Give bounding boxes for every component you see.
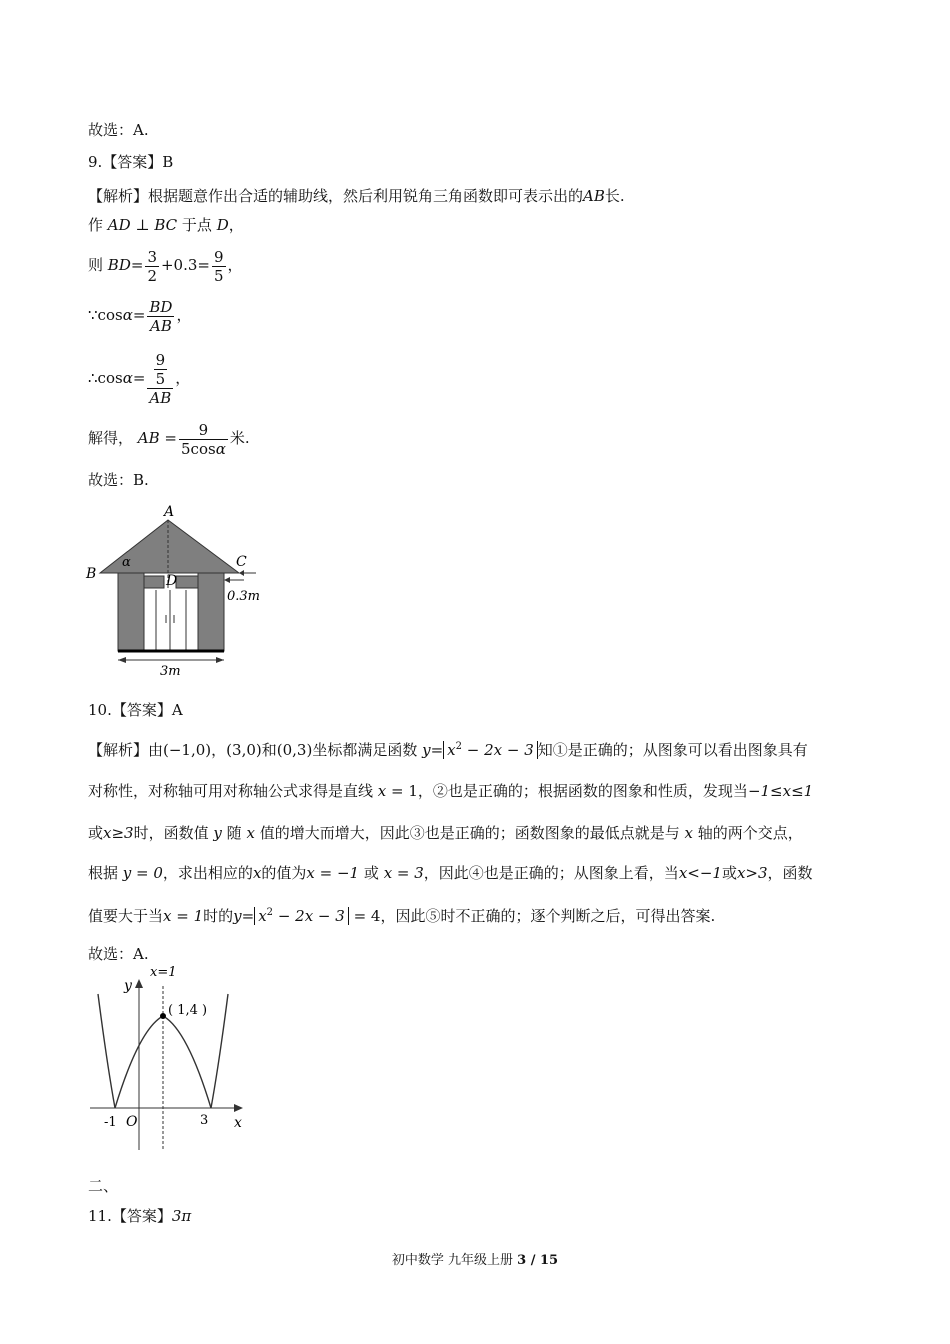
q10-range: −1≤x≤1	[747, 782, 814, 800]
q10-p3d: 值的增大而增大，因此③也是正确的；函数图象的最低点就是与	[259, 824, 680, 842]
q10-p4cond2: x>3	[736, 864, 768, 882]
q9-alpha2: α	[122, 369, 133, 387]
q10-c1: ，	[211, 741, 227, 759]
gap-arrow-top	[239, 570, 244, 576]
q10-y: y	[422, 741, 431, 759]
footer-page: 3	[517, 1253, 527, 1268]
q10-p4a: 根据	[88, 864, 119, 882]
q10-p4cond: x<−1	[678, 864, 722, 882]
q10-p5b: 时的	[203, 907, 234, 925]
q9-frac-3-2	[145, 248, 159, 285]
q10-p2a: 对称性，对称轴可用对称轴公式求得是直线	[88, 782, 374, 800]
q9-inner-num: 9	[155, 351, 166, 369]
label-minus-one: -1	[104, 1115, 117, 1130]
label-alpha: α	[122, 555, 131, 570]
q9-bd-equation	[88, 246, 243, 285]
q9-comma3: ，	[176, 306, 192, 324]
q10-p3x: x	[246, 824, 255, 842]
left-wall	[118, 573, 144, 651]
q10-answer: 10.【答案】A	[88, 701, 183, 719]
q9-ab: AB	[137, 429, 160, 447]
q10-p4e: ，函数	[767, 864, 813, 882]
q10-p3a: 或	[88, 824, 104, 842]
q9-zuo: 作	[88, 216, 104, 234]
label-A: A	[164, 504, 175, 520]
label-origin: O	[126, 1114, 138, 1130]
q9-comma2: ，	[227, 256, 243, 274]
q9-comma4: ，	[175, 369, 191, 387]
function-curve-right	[211, 994, 228, 1108]
label-vertex: ( 1,4 )	[168, 1003, 208, 1018]
q9-construct-line	[88, 215, 244, 235]
q10-p4x: x	[252, 864, 262, 882]
q10-pt1: (−1,0)	[163, 741, 212, 759]
q8-conclusion: 故选：A.	[88, 121, 149, 139]
footer-sep: /	[526, 1253, 541, 1268]
q10-p4xm1: x = −1	[306, 864, 360, 882]
q9-inner-den: 5	[155, 370, 166, 388]
footer-total: 15	[540, 1253, 559, 1268]
q9-conclusion: 故选：B.	[88, 471, 149, 489]
q9-result-alpha: α	[215, 439, 226, 458]
q10-p3x2: x	[684, 824, 693, 842]
q9-result-frac	[179, 421, 228, 458]
q9-ad: AD	[107, 216, 131, 234]
q9-because-eq: =	[132, 306, 146, 324]
label-x-eq-1: x=1	[150, 965, 177, 980]
q9-alpha1: α	[122, 306, 133, 324]
q9-answer: 9.【答案】B	[88, 153, 174, 171]
width-arrow-right	[216, 657, 224, 663]
left-lintel	[144, 576, 164, 588]
q10-p5val: = 4	[348, 907, 381, 925]
q9-d: D	[216, 216, 229, 234]
q10-p1c: 知①是正确的；从图象可以看出图象具有	[537, 741, 808, 759]
q9-result-den-wrap	[179, 439, 228, 458]
q10-p3y: y	[213, 824, 222, 842]
q9-bd: BD	[107, 256, 131, 274]
q10-p1b: 坐标都满足函数	[312, 741, 418, 759]
label-D: D	[166, 573, 178, 589]
q9-result-den: 5cos	[181, 439, 216, 458]
q10-p5eq: =	[241, 907, 255, 925]
q10-eq: =	[430, 741, 444, 759]
function-curve-left	[98, 994, 115, 1108]
q9-result-num: 9	[198, 420, 209, 439]
q9-yudian: 于点	[181, 216, 212, 234]
q10-p3e: 轴的两个交点，	[697, 824, 803, 842]
q9-jiede: 解得，	[88, 429, 134, 447]
label-gap: 0.3m	[227, 589, 261, 604]
label-B: B	[86, 566, 97, 582]
label-x: x	[234, 1115, 242, 1131]
q9-result-line	[88, 418, 250, 458]
q10-p4y0: y = 0	[122, 864, 163, 882]
q11-label: 11.【答案】	[88, 1207, 172, 1225]
q10-p2x: x	[377, 782, 387, 800]
q11-value: 3π	[171, 1207, 192, 1225]
q10-p1a: 【解析】由	[88, 741, 164, 759]
width-arrow-left	[118, 657, 126, 663]
q10-p4d: ，因此④也是正确的；从图象上看，当	[423, 864, 679, 882]
q10-p3cond: x≥3	[103, 824, 134, 842]
q9-frac-bd-ab	[147, 298, 174, 335]
q10-x: x	[447, 741, 456, 759]
q10-p2b: ，②也是正确的；根据函数的图象和性质，发现当	[417, 782, 748, 800]
q10-sq: 2	[455, 741, 463, 752]
q10-p5-abs	[254, 907, 349, 925]
right-lintel	[176, 576, 198, 588]
q10-para-line2	[88, 780, 813, 802]
q10-p3c: 随	[226, 824, 242, 842]
q9-compound-num	[147, 351, 173, 388]
q10-p5rest: − 2x − 3	[273, 907, 345, 925]
q10-p3b: 时，函数值	[133, 824, 209, 842]
q9-jiede-eq: =	[159, 429, 177, 447]
q11-answer	[88, 1206, 191, 1226]
q9-analysis-end: 长.	[604, 187, 625, 205]
q10-conclusion: 故选：A.	[88, 945, 149, 963]
q9-because-den: AB	[147, 316, 174, 335]
q10-para-line3	[88, 822, 803, 844]
q10-p5a: 值要大于当	[88, 907, 164, 925]
q9-frac1-den: 2	[147, 266, 157, 285]
q9-house-figure	[84, 500, 274, 678]
q10-para-line1	[88, 736, 808, 761]
q9-mi: 米.	[229, 429, 250, 447]
q9-frac2-num: 9	[213, 247, 224, 266]
footer-text: 初中数学 九年级上册	[391, 1253, 518, 1268]
q9-frac1-num: 3	[147, 247, 157, 266]
q10-abs-expr	[443, 741, 538, 759]
q9-frac2-den: 5	[213, 266, 224, 285]
q10-para-line5	[88, 902, 715, 927]
q9-plus: +0.3=	[160, 256, 210, 274]
q9-therefore-eq: =	[132, 369, 146, 387]
q10-graph-figure	[88, 964, 252, 1156]
label-width: 3m	[160, 664, 181, 678]
q9-bc: BC	[154, 216, 178, 234]
roof-triangle	[100, 520, 239, 573]
q9-analysis	[88, 186, 625, 206]
q10-p5x: x	[258, 907, 267, 925]
q10-p5y: y	[233, 907, 242, 925]
q10-rest: − 2x − 3	[462, 741, 534, 759]
q10-pt3: (0,3)	[276, 741, 313, 759]
q10-para-line4	[88, 862, 813, 884]
q9-comma: ，	[228, 216, 244, 234]
gap-arrow-bottom	[224, 577, 230, 583]
q9-analysis-text: 【解析】根据题意作出合适的辅助线，然后利用锐角三角函数即可表示出的	[88, 187, 584, 205]
q9-therefore-line	[88, 346, 190, 410]
x-axis-arrow	[234, 1104, 243, 1112]
q10-p2eq: = 1	[386, 782, 418, 800]
q9-frac-compound	[147, 351, 173, 407]
right-wall	[198, 573, 224, 651]
page-footer	[0, 1249, 950, 1268]
label-three: 3	[200, 1113, 209, 1128]
label-C: C	[236, 554, 247, 570]
q9-therefore-den: AB	[149, 389, 172, 407]
q9-ze: 则	[88, 256, 104, 274]
q10-p5sq: 2	[266, 907, 274, 918]
q9-analysis-ab: AB	[583, 187, 605, 205]
q10-p5c: ，因此⑤时不正确的；逐个判断之后，可得出答案.	[380, 907, 716, 925]
label-y: y	[124, 978, 132, 994]
q10-p4or2: 或	[721, 864, 737, 882]
q10-p4x3: x = 3	[383, 864, 424, 882]
q10-pt2: (3,0)	[226, 741, 262, 759]
q9-perp: ⊥	[135, 216, 150, 234]
q9-eq1: =	[130, 256, 144, 274]
q10-p4b: ，求出相应的	[162, 864, 253, 882]
q9-because: ∵cos	[88, 306, 123, 324]
q10-he: 和	[261, 741, 277, 759]
q9-therefore: ∴cos	[88, 369, 123, 387]
q10-p4c: 的值为	[261, 864, 307, 882]
q9-because-num: BD	[149, 297, 173, 316]
q9-because-line	[88, 296, 191, 335]
y-axis-arrow	[135, 979, 143, 988]
q10-p5x1: x = 1	[163, 907, 204, 925]
section-2-heading: 二、	[88, 1177, 119, 1195]
vertex-point	[160, 1013, 166, 1019]
q9-frac-9-5	[212, 248, 226, 285]
q10-p4or: 或	[363, 864, 379, 882]
